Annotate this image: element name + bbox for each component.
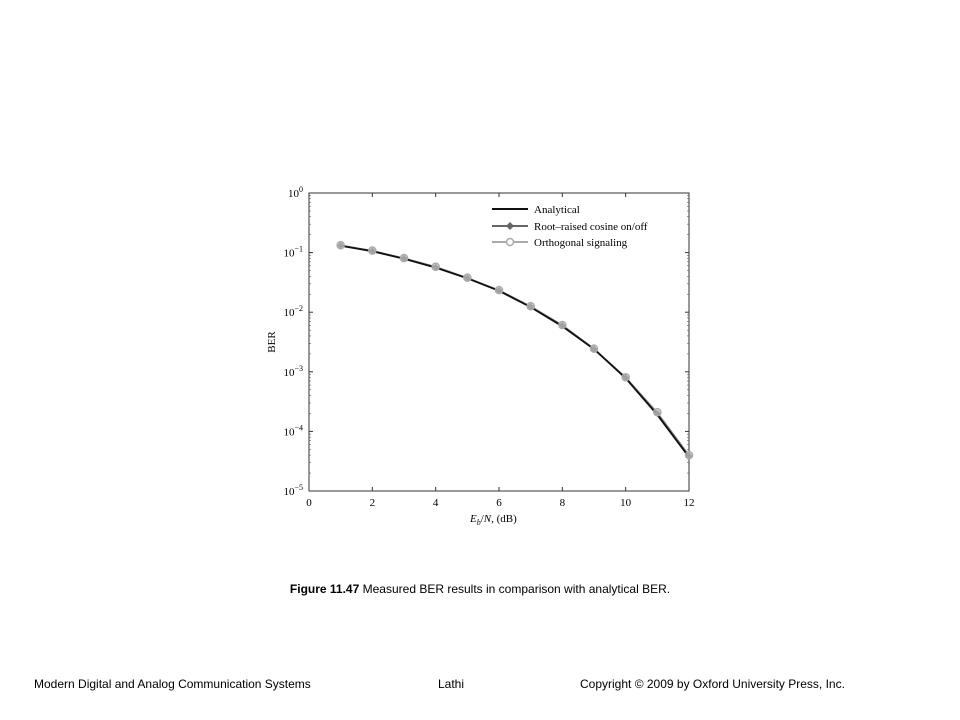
series-lines [341,245,689,457]
point-orthogonal-signaling [622,374,629,381]
legend-marker-rrc [506,222,514,230]
point-orthogonal-signaling [685,452,692,459]
legend-label-analytical: Analytical [534,204,580,216]
y-axis-label: BER [266,331,278,353]
y-tick-label: $10^0$ [288,185,303,200]
y-tick-label: $10^{-1}$ [283,244,303,260]
plot-frame [309,193,689,491]
point-orthogonal-signaling [337,242,344,249]
x-tick-label: 12 [683,497,695,509]
point-orthogonal-signaling [369,247,376,254]
x-axis-label [469,513,517,527]
footer-book-title: Modern Digital and Analog Communication Systems [34,677,311,691]
axis-ticks [283,185,694,509]
point-orthogonal-signaling [559,321,566,328]
legend-marker-orthogonal [507,239,514,246]
xlabel-unit: , (dB) [491,513,517,525]
x-tick-label: 2 [369,497,376,509]
series-markers [337,242,693,460]
legend-label-rrc: Root–raised cosine on/off [534,221,648,233]
footer-copyright: Copyright © 2009 by Oxford University Press, Inc. [580,677,845,691]
xlabel-slash: / [480,513,484,525]
y-tick-label: $10^{-2}$ [283,304,303,320]
legend [492,204,648,249]
x-tick-label: 6 [496,497,502,509]
x-tick-label: 4 [432,497,439,509]
point-orthogonal-signaling [654,409,661,416]
point-orthogonal-signaling [464,274,471,281]
caption-label: Figure 11.47 [289,582,360,596]
y-tick-label: $10^{-3}$ [283,363,303,379]
legend-label-orthogonal: Orthogonal signaling [534,237,628,249]
series-line-analytical [341,246,689,457]
point-orthogonal-signaling [527,303,534,310]
y-tick-label: $10^{-4}$ [283,423,303,439]
point-orthogonal-signaling [432,263,439,270]
x-tick-label: 0 [306,497,312,509]
y-tick-label: $10^{-5}$ [283,483,303,498]
figure-caption [0,582,960,596]
point-orthogonal-signaling [495,286,502,293]
x-tick-label: 8 [559,497,566,509]
series-line-root-raised-cosine-on-off [341,245,689,455]
caption-text: Measured BER results in comparison with analytical BER. [362,582,671,596]
xlabel-n: N [483,513,492,525]
point-orthogonal-signaling [590,345,597,352]
footer-author: Lathi [438,677,465,691]
xlabel-b: b [476,518,481,527]
xlabel-e: E [470,513,477,525]
x-tick-label: 10 [620,497,632,509]
point-orthogonal-signaling [400,254,407,261]
series-line-orthogonal-signaling [341,245,689,455]
